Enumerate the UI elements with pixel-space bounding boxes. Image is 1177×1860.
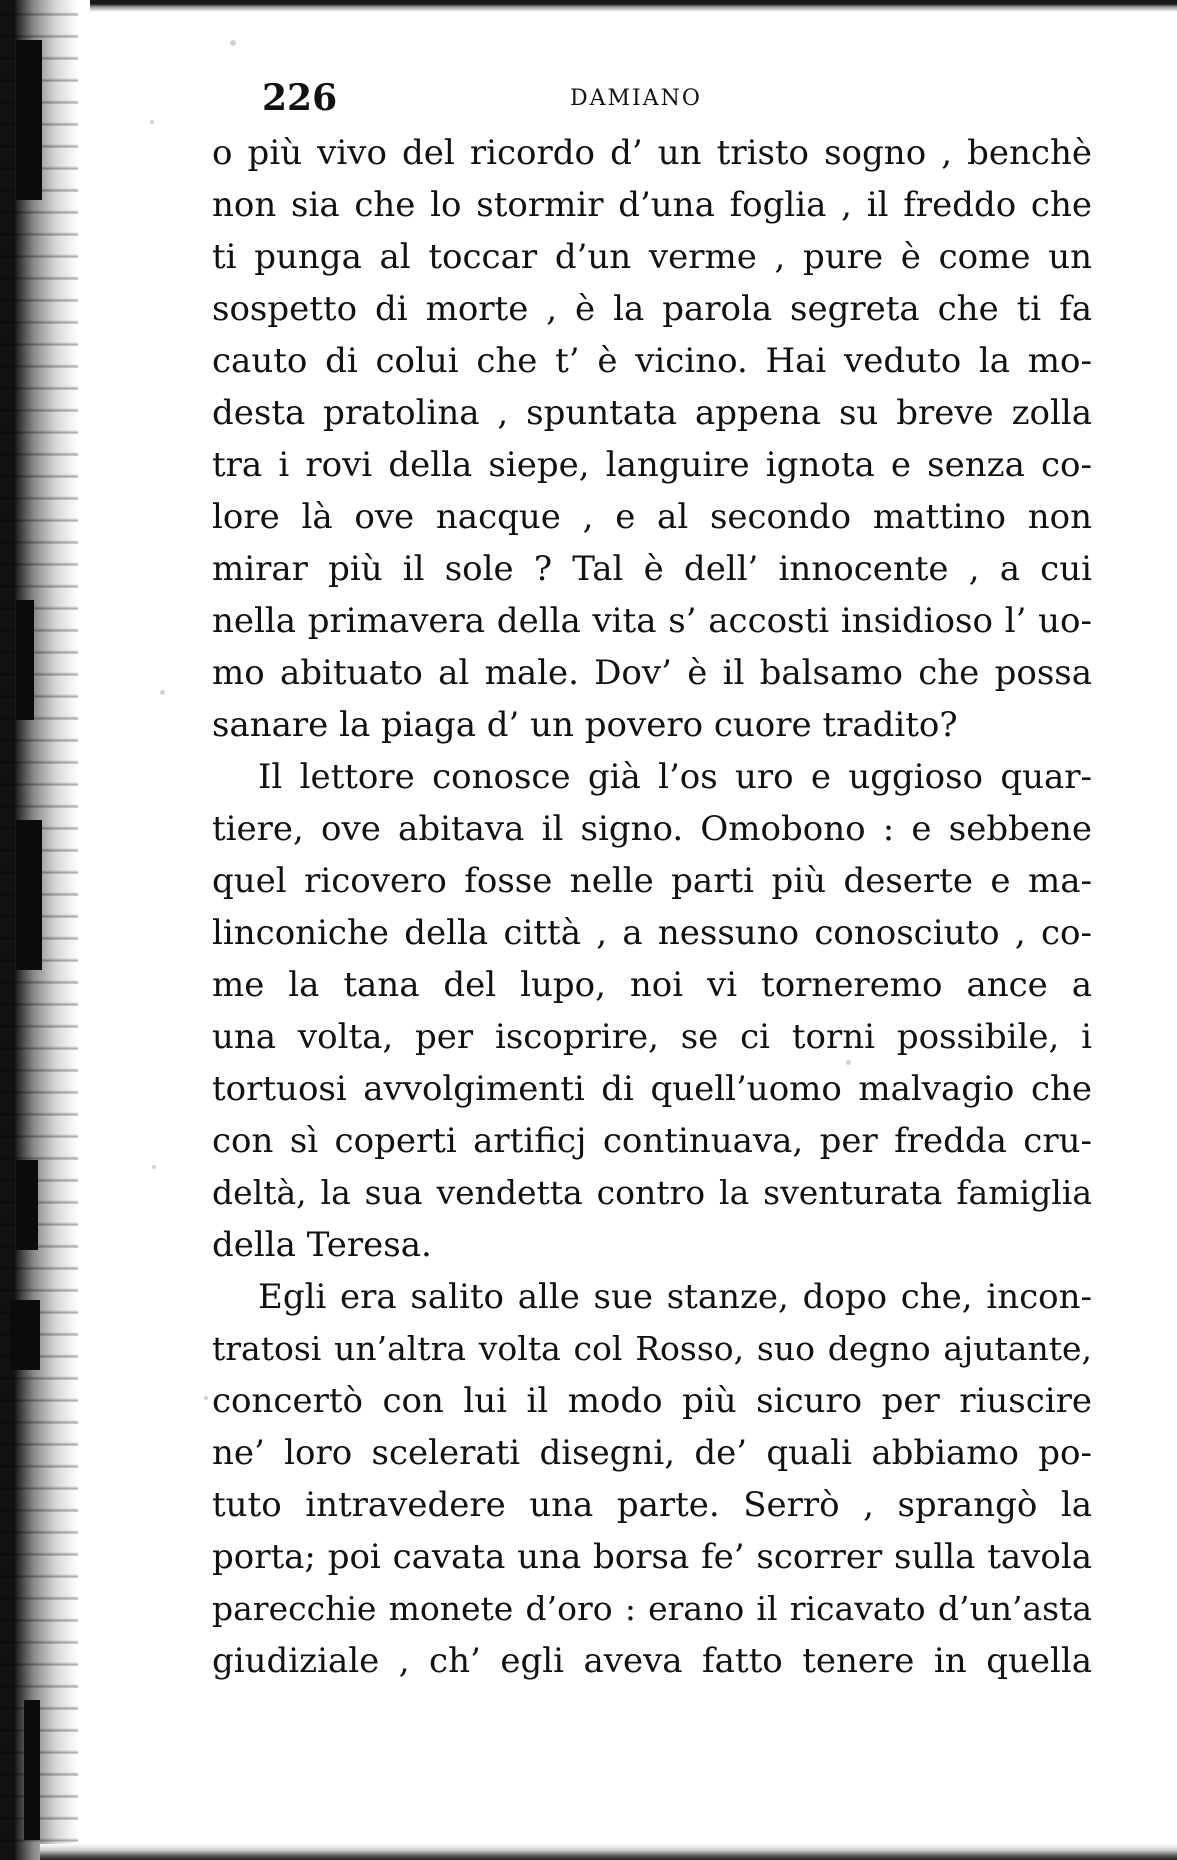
text-line: Egli era salito alle sue stanze, dopo che, incon-	[258, 1277, 1092, 1317]
text-line: Il lettore conosce già l’os uro e uggioso quar-	[258, 757, 1092, 797]
text-line: tratosi un’altra volta col Rosso, suo degno ajutante,	[212, 1329, 1092, 1368]
text-line: della Teresa.	[212, 1225, 432, 1265]
text-line: deltà, la sua vendetta contro la sventurata famiglia	[212, 1173, 1092, 1212]
text-line: mirar più il sole ? Tal è dell’ innocente , a cui	[212, 549, 1092, 589]
scan-speckle	[204, 1396, 208, 1400]
text-line: mo abituato al male. Dov’ è il balsamo che possa	[212, 653, 1092, 693]
text-line: porta; poi cavata una borsa fe’ scorrer sulla tavola	[212, 1537, 1092, 1577]
text-line: o più vivo del ricordo d’ un tristo sogno , benchè	[212, 133, 1092, 173]
paragraph	[212, 1271, 1092, 1687]
text-line: nella primavera della vita s’ accosti insidioso l’ uo-	[212, 601, 1092, 641]
scan-speckle	[230, 40, 236, 46]
text-line: linconiche della città , a nessuno conosciuto , co-	[212, 913, 1092, 953]
text-line: parecchie monete d’oro : erano il ricavato d’un’asta	[212, 1589, 1092, 1628]
binding-shadow	[16, 600, 34, 720]
scan-speckle	[160, 690, 165, 695]
text-line: giudiziale , ch’ egli aveva fatto tenere in quella	[212, 1641, 1092, 1681]
text-line: concertò con lui il modo più sicuro per riuscire	[212, 1381, 1092, 1421]
text-line: tiere, ove abitava il signo. Omobono : e sebbene	[212, 809, 1092, 849]
binding-shadow	[16, 820, 42, 970]
text-line: tortuosi avvolgimenti di quell’uomo malvagio che	[212, 1069, 1092, 1109]
binding-shadow	[24, 1700, 40, 1840]
text-line: tuto intravedere una parte. Serrò , sprangò la	[212, 1485, 1092, 1525]
paragraph	[212, 751, 1092, 1271]
text-line: cauto di colui che t’ è vicino. Hai veduto la mo-	[212, 341, 1092, 381]
text-line: sanare la piaga d’ un povero cuore tradito?	[212, 705, 958, 745]
text-line: quel ricovero fosse nelle parti più deserte e ma-	[212, 861, 1092, 901]
running-title: DAMIANO	[570, 86, 702, 111]
binding-shadow	[10, 1300, 40, 1370]
paragraph	[212, 127, 1092, 751]
text-line: sospetto di morte , è la parola segreta che ti fa	[212, 289, 1092, 329]
text-line: tra i rovi della siepe, languire ignota e senza co-	[212, 445, 1092, 485]
binding-shadow	[16, 1160, 38, 1250]
text-line: lore là ove nacque , e al secondo mattino non	[212, 497, 1092, 537]
scan-speckle	[150, 120, 154, 124]
binding-shadow	[16, 40, 42, 200]
scan-speckle	[152, 1165, 156, 1169]
text-line: desta pratolina , spuntata appena su breve zolla	[212, 393, 1092, 433]
text-line: con sì coperti artificj continuava, per fredda cru-	[212, 1121, 1092, 1161]
bottom-edge	[40, 1844, 1177, 1860]
text-line: me la tana del lupo, noi vi torneremo ance a	[212, 965, 1092, 1005]
text-line: non sia che lo stormir d’una foglia , il freddo che	[212, 185, 1092, 225]
page-header	[262, 78, 1142, 128]
text-line: una volta, per iscoprire, se ci torni possibile, i	[212, 1017, 1092, 1057]
text-line: ti punga al toccar d’un verme , pure è come un	[212, 237, 1092, 277]
page-number: 226	[262, 77, 338, 119]
top-edge	[90, 0, 1177, 12]
text-line: ne’ loro scelerati disegni, de’ quali abbiamo po-	[212, 1433, 1092, 1473]
body-text	[212, 127, 1092, 1687]
